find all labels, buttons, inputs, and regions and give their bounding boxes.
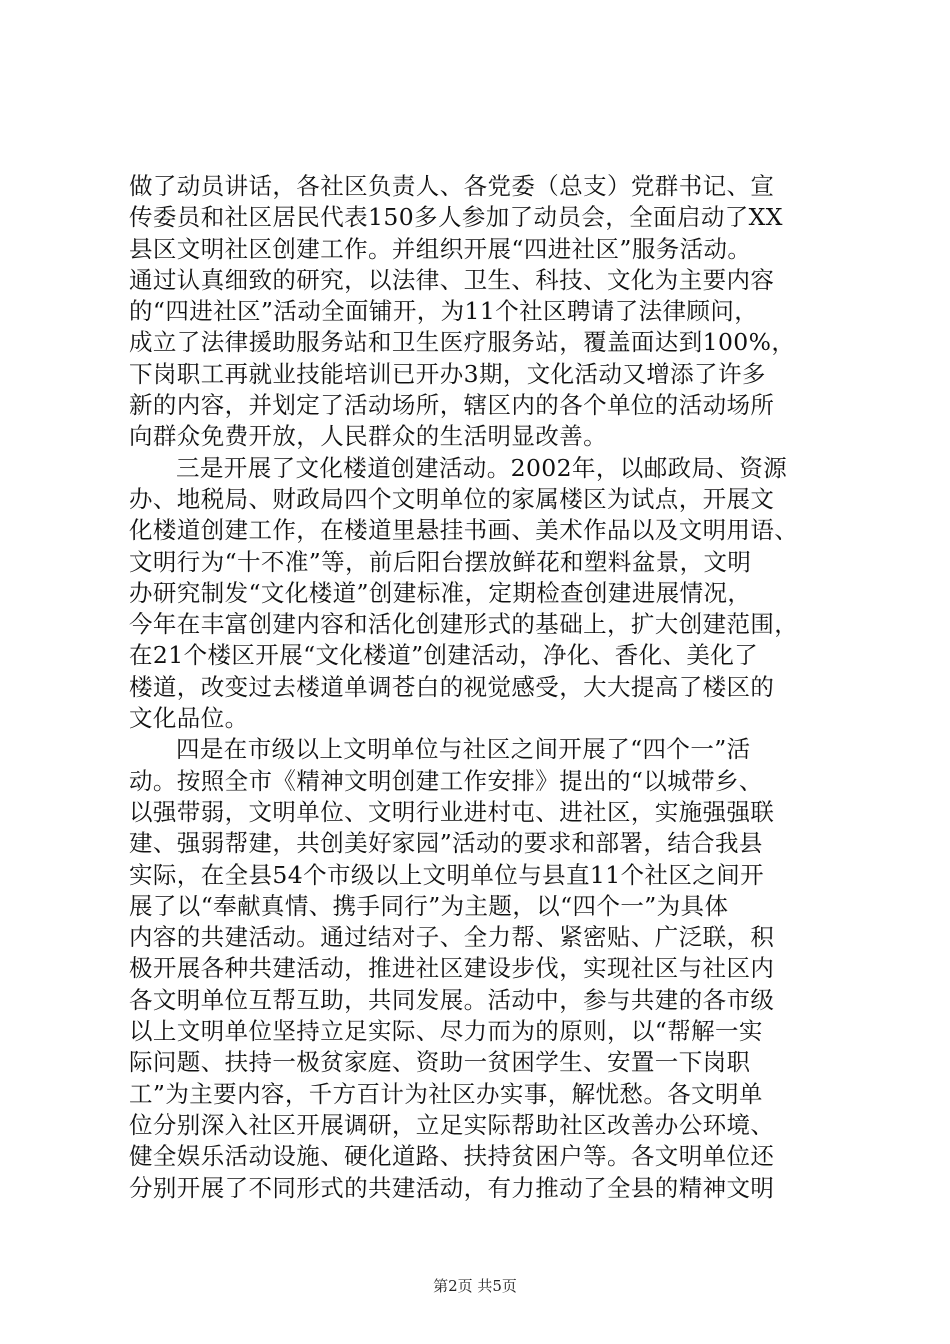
- text-line: 建、强弱帮建，共创美好家园”活动的要求和部署，结合我县: [129, 829, 763, 858]
- text-line: 际问题、扶持一极贫家庭、资助一贫困学生、安置一下岗职: [129, 1048, 751, 1077]
- text-line: 动。按照全市《精神文明创建工作安排》提出的“以城带乡、: [129, 766, 763, 795]
- text-line: 以强带弱，文明单位、文明行业进村屯、进社区，实施强强联: [129, 797, 775, 826]
- text-line: 文化品位。: [129, 704, 249, 733]
- body-text: [129, 171, 827, 1204]
- text-line: 展了以“奉献真情、携手同行”为主题，以“四个一”为具体: [129, 891, 729, 920]
- text-line: 内容的共建活动。通过结对子、全力帮、紧密贴、广泛联，积: [129, 923, 775, 952]
- text-line: 做了动员讲话，各社区负责人、各党委（总支）党群书记、宣: [129, 172, 775, 200]
- text-line: 办、地税局、财政局四个文明单位的家属楼区为试点，开展文: [129, 484, 775, 513]
- text-line: 的“四进社区”活动全面铺开，为11个社区聘请了法律顾问，: [129, 297, 759, 326]
- text-line: 在21个楼区开展“文化楼道”创建活动，净化、香化、美化了: [129, 641, 759, 670]
- text-line: 文明行为“十不准”等，前后阳台摆放鲜花和塑料盆景，文明: [129, 547, 752, 576]
- text-line: 位分别深入社区开展调研，立足实际帮助社区改善办公环境、: [129, 1110, 775, 1139]
- text-line: 新的内容，并划定了活动场所，辖区内的各个单位的活动场所: [129, 391, 775, 420]
- text-line: 向群众免费开放，人民群众的生活明显改善。: [129, 422, 607, 451]
- text-line: 办研究制发“文化楼道”创建标准，定期检查创建进展情况，: [129, 578, 752, 607]
- text-line: 县区文明社区创建工作。并组织开展“四进社区”服务活动。: [129, 234, 752, 263]
- paragraph-start-line: 三是开展了文化楼道创建活动。2002年，以邮政局、资源: [176, 453, 788, 482]
- text-line: 传委员和社区居民代表150多人参加了动员会，全面启动了XX: [129, 203, 783, 232]
- text-line: 成立了法律援助服务站和卫生医疗服务站，覆盖面达到100%，: [129, 328, 796, 357]
- text-line: 以上文明单位坚持立足实际、尽力而为的原则，以“帮解一实: [129, 1017, 763, 1046]
- text-line: 实际，在全县54个市级以上文明单位与县直11个社区之间开: [129, 860, 765, 889]
- paragraph-start-line: 四是在市级以上文明单位与社区之间开展了“四个一”活: [176, 735, 751, 764]
- text-line: 今年在丰富创建内容和活化创建形式的基础上，扩大创建范围，: [129, 610, 799, 639]
- text-line: 楼道，改变过去楼道单调苍白的视觉感受，大大提高了楼区的: [129, 672, 775, 701]
- text-line: 极开展各种共建活动，推进社区建设步伐，实现社区与社区内: [129, 954, 775, 983]
- text-line: 健全娱乐活动设施、硬化道路、扶持贫困户等。各文明单位还: [129, 1142, 775, 1171]
- page-number-label: 第2页 共5页: [433, 1277, 517, 1295]
- text-line: 化楼道创建工作，在楼道里悬挂书画、美术作品以及文明用语、: [129, 516, 799, 545]
- text-line: 分别开展了不同形式的共建活动，有力推动了全县的精神文明: [129, 1173, 775, 1202]
- text-line: 工”为主要内容，千方百计为社区办实事，解忧愁。各文明单: [129, 1079, 763, 1108]
- text-line: 下岗职工再就业技能培训已开办3期，文化活动又增添了许多: [129, 359, 766, 388]
- text-line: 通过认真细致的研究，以法律、卫生、科技、文化为主要内容: [129, 265, 775, 294]
- text-line: 各文明单位互帮互助，共同发展。活动中，参与共建的各市级: [129, 985, 775, 1014]
- page-footer: [0, 1276, 950, 1296]
